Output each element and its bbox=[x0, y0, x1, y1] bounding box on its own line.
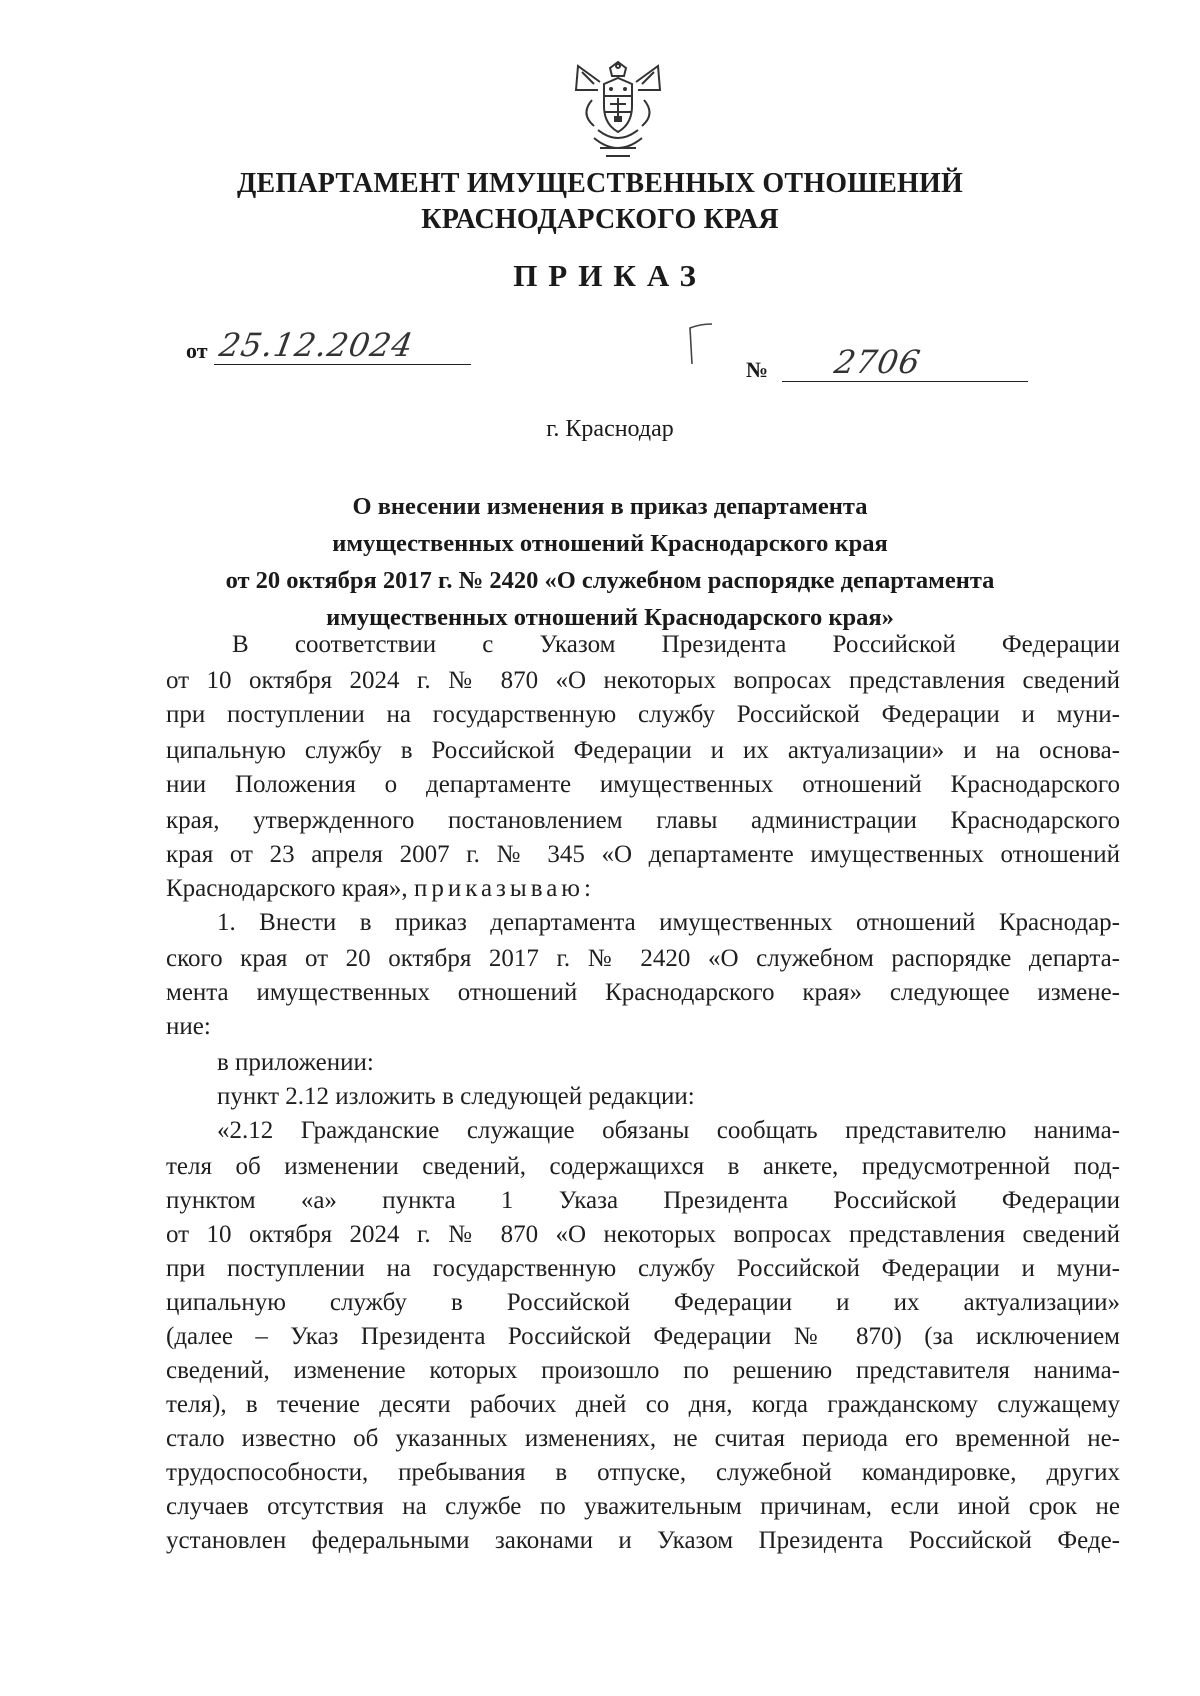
body-line: ского края от 20 октября 2017 г. № 2420 «О служебном распорядке департа- bbox=[166, 945, 1120, 972]
body-line: (далее – Указ Президента Российской Федерации № 870) (за исключением bbox=[166, 1323, 1120, 1350]
body-line: ние: bbox=[166, 1013, 211, 1040]
number-label: № bbox=[746, 357, 769, 382]
department-line-2: КРАСНОДАРСКОГО КРАЯ bbox=[421, 204, 779, 235]
body-line: «2.12 Гражданские служащие обязаны сообщать представителю нанима- bbox=[217, 1117, 1120, 1144]
body-line: сведений, изменение которых произошло по решению представителя нанима- bbox=[166, 1357, 1120, 1384]
body-line: от 10 октября 2024 г. № 870 «О некоторых вопросах представления сведений bbox=[166, 1221, 1120, 1248]
krasnodar-krai-coat-of-arms-icon bbox=[570, 60, 666, 164]
body-line: при поступлении на государственную службу Российской Федерации и муни- bbox=[166, 701, 1120, 728]
body-line: при поступлении на государственную службу Российской Федерации и муни- bbox=[166, 1255, 1120, 1282]
body-line bbox=[166, 874, 1120, 904]
body-line: 1. Внести в приказ департамента имущественных отношений Краснодар- bbox=[217, 909, 1120, 936]
city-of-issue: г. Краснодар bbox=[546, 416, 674, 442]
subject-line: О внесении изменения в приказ департамента bbox=[352, 493, 868, 520]
body-line: установлен федеральными законами и Указом Президента Российской Феде- bbox=[166, 1527, 1120, 1554]
body-line: нии Положения о департаменте имущественных отношений Краснодарского bbox=[166, 771, 1120, 798]
body-line: пунктом «а» пункта 1 Указа Президента Российской Федерации bbox=[166, 1187, 1120, 1214]
body-line: теля об изменении сведений, содержащихся в анкете, предусмотренной под- bbox=[166, 1153, 1120, 1180]
order-number: 2706 bbox=[831, 343, 924, 381]
order-date: 25.12.2024 bbox=[216, 326, 417, 364]
body-line: ципальную службу в Российской Федерации и их актуализации» и на основа- bbox=[166, 737, 1120, 764]
body-line: стало известно об указанных изменениях, не считая периода его временной не- bbox=[166, 1425, 1120, 1452]
body-line: пункт 2.12 изложить в следующей редакции: bbox=[217, 1083, 695, 1110]
number-underline bbox=[782, 381, 1028, 382]
date-label: от bbox=[186, 338, 208, 363]
registration-corner-mark-icon bbox=[688, 322, 714, 366]
body-line: в приложении: bbox=[217, 1049, 374, 1076]
department-name bbox=[200, 166, 1000, 238]
order-verb: приказываю: bbox=[413, 875, 595, 902]
body-line: случаев отсутствия на службе по уважительным причинам, если иной срок не bbox=[166, 1493, 1120, 1520]
body-line: края, утвержденного постановлением главы администрации Краснодарского bbox=[166, 807, 1120, 834]
body-line-text: Краснодарского края», bbox=[166, 875, 414, 902]
subject-line: от 20 октября 2017 г. № 2420 «О служебном распорядке департамента bbox=[225, 567, 995, 594]
body-line: теля), в течение десяти рабочих дней со дня, когда гражданскому служащему bbox=[166, 1391, 1120, 1418]
document-type-title: ПРИКАЗ bbox=[513, 258, 707, 293]
department-line-1: ДЕПАРТАМЕНТ ИМУЩЕСТВЕННЫХ ОТНОШЕНИЙ bbox=[237, 168, 963, 199]
date-underline bbox=[214, 364, 471, 365]
body-line: края от 23 апреля 2007 г. № 345 «О департаменте имущественных отношений bbox=[166, 841, 1120, 868]
body-line: от 10 октября 2024 г. № 870 «О некоторых вопросах представления сведений bbox=[166, 667, 1120, 694]
body-line: В соответствии с Указом Президента Российской Федерации bbox=[232, 631, 1120, 658]
body-line: мента имущественных отношений Краснодарского края» следующее измене- bbox=[166, 979, 1120, 1006]
subject-line: имущественных отношений Краснодарского края» bbox=[326, 604, 894, 631]
body-line: ципальную службу в Российской Федерации и их актуализации» bbox=[166, 1289, 1120, 1316]
order-subject bbox=[180, 488, 1040, 636]
subject-line: имущественных отношений Краснодарского края bbox=[332, 530, 888, 557]
body-line: трудоспособности, пребывания в отпуске, служебной командировке, других bbox=[166, 1459, 1120, 1486]
